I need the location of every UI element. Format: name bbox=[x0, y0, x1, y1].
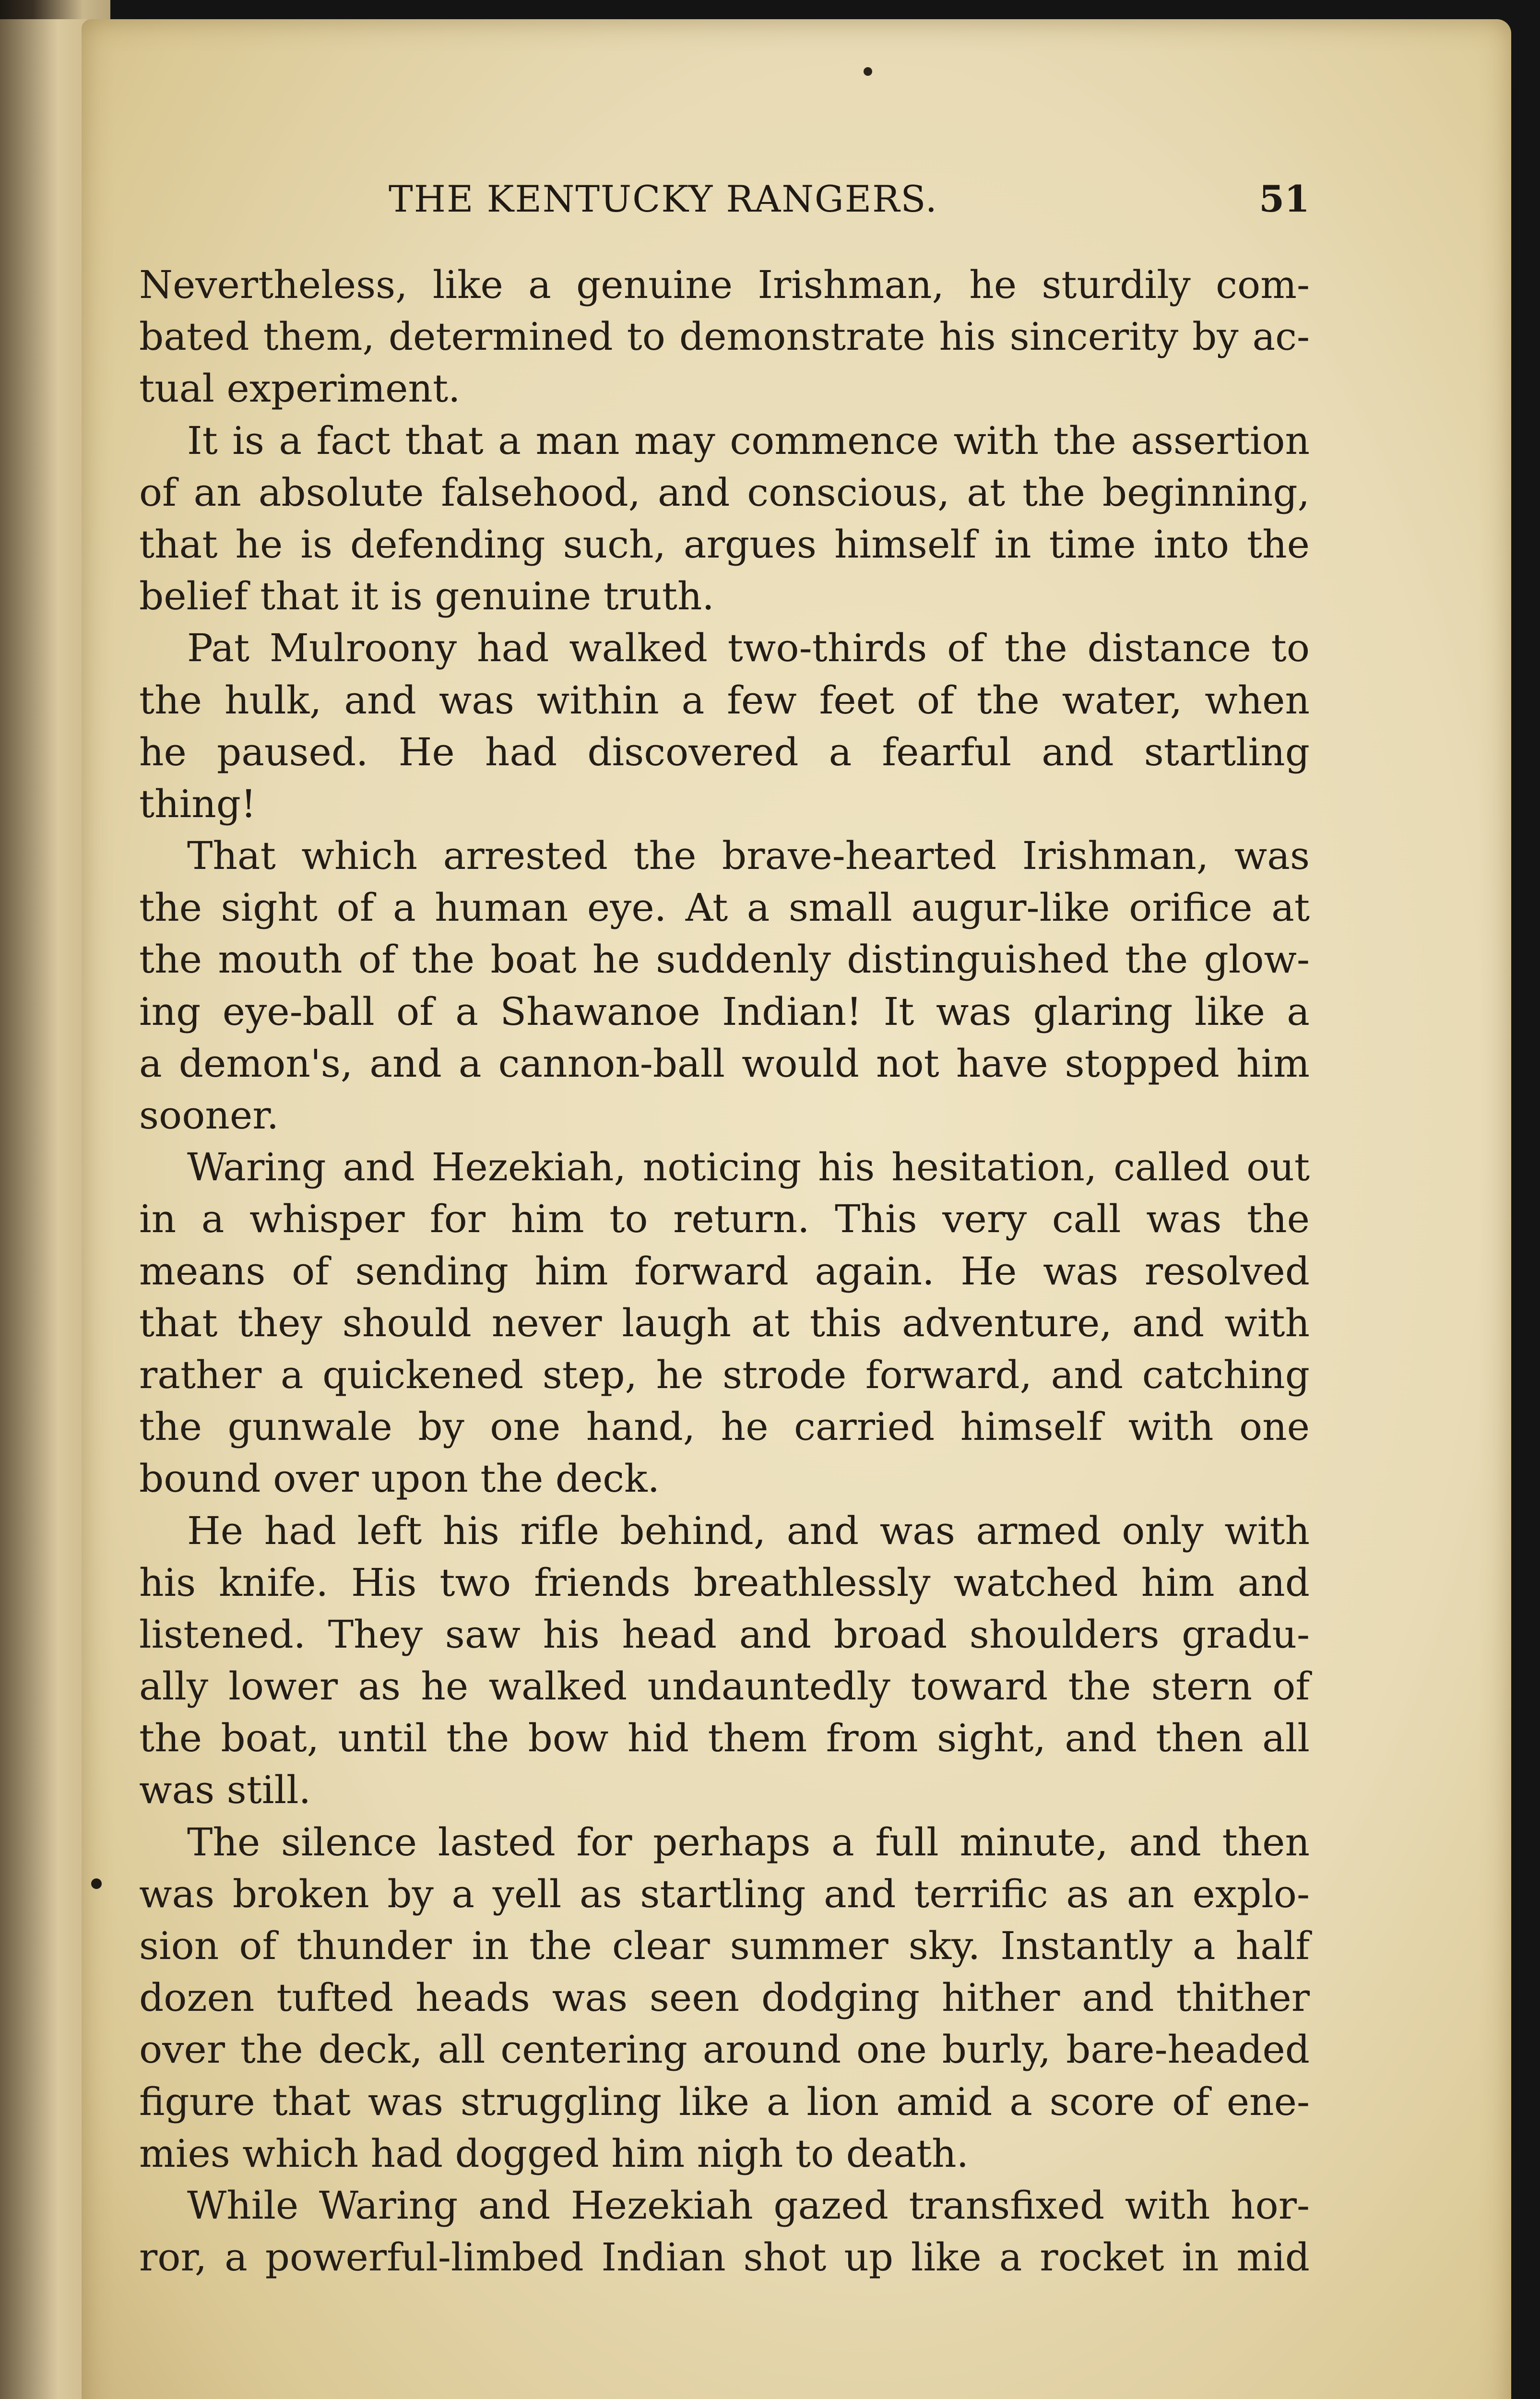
text-line: that he is defending such, argues himself in time into the bbox=[139, 522, 1310, 567]
margin-bullet bbox=[91, 1878, 102, 1889]
text-line: rather a quickened step, he strode forward, and catching bbox=[139, 1352, 1310, 1397]
text-line: It is a fact that a man may commence with the assertion bbox=[187, 418, 1310, 463]
text-line: he paused. He had discovered a fearful and startling bbox=[139, 729, 1310, 774]
text-line: was still. bbox=[139, 1768, 311, 1813]
text-line: thing! bbox=[139, 781, 257, 826]
text-line: While Waring and Hezekiah gazed transfixed with hor- bbox=[187, 2183, 1310, 2228]
text-line: sooner. bbox=[139, 1093, 279, 1138]
text-line: The silence lasted for perhaps a full minute, and then bbox=[187, 1819, 1310, 1865]
text-line: Nevertheless, like a genuine Irishman, he sturdily com- bbox=[139, 262, 1310, 307]
page-number: 51 bbox=[1259, 178, 1310, 220]
text-line: ally lower as he walked undauntedly toward the stern of bbox=[139, 1664, 1310, 1709]
text-line: over the deck, all centering around one burly, bare-headed bbox=[139, 2027, 1310, 2072]
text-line: the sight of a human eye. At a small augur-like orifice at bbox=[139, 885, 1310, 930]
text-line: a demon's, and a cannon-ball would not have stopped him bbox=[139, 1041, 1310, 1086]
text-line: figure that was struggling like a lion amid a score of ene- bbox=[139, 2079, 1310, 2124]
text-line: mies which had dogged him nigh to death. bbox=[139, 2131, 969, 2176]
running-title: THE KENTUCKY RANGERS. bbox=[389, 178, 938, 220]
body-text bbox=[139, 259, 1310, 2283]
text-line: in a whisper for him to return. This very call was the bbox=[139, 1197, 1310, 1242]
text-line: the hulk, and was within a few feet of the water, when bbox=[139, 677, 1310, 723]
text-line: the gunwale by one hand, he carried himself with one bbox=[139, 1404, 1310, 1449]
text-line: Pat Mulroony had walked two-thirds of the distance to bbox=[187, 626, 1310, 671]
text-line: Waring and Hezekiah, noticing his hesitation, called out bbox=[187, 1145, 1310, 1190]
text-line: dozen tufted heads was seen dodging hither and thither bbox=[139, 1975, 1310, 2020]
text-line: the mouth of the boat he suddenly distinguished the glow- bbox=[139, 937, 1310, 982]
text-line: ror, a powerful-limbed Indian shot up like a rocket in mid bbox=[139, 2235, 1310, 2280]
text-line: was broken by a yell as startling and terrific as an explo- bbox=[139, 1871, 1310, 1916]
text-line: that they should never laugh at this adventure, and with bbox=[139, 1300, 1310, 1345]
text-line: means of sending him forward again. He was resolved bbox=[139, 1248, 1310, 1294]
text-line: listened. They saw his head and broad shoulders gradu- bbox=[139, 1612, 1310, 1657]
text-line: bound over upon the deck. bbox=[139, 1456, 660, 1501]
text-line: tual experiment. bbox=[139, 366, 461, 411]
text-line: bated them, determined to demonstrate his sincerity by ac- bbox=[139, 314, 1310, 359]
text-line: belief that it is genuine truth. bbox=[139, 574, 714, 619]
text-line: He had left his rifle behind, and was armed only with bbox=[187, 1508, 1310, 1553]
running-head bbox=[312, 178, 1439, 230]
text-line: sion of thunder in the clear summer sky. Instantly a half bbox=[139, 1924, 1310, 1968]
text-line: of an absolute falsehood, and conscious, at the beginning, bbox=[139, 470, 1310, 515]
ink-speck bbox=[864, 67, 872, 76]
text-line: the boat, until the bow hid them from sight, and then all bbox=[139, 1716, 1310, 1761]
text-line: ing eye-ball of a Shawanoe Indian! It was glaring like a bbox=[139, 989, 1310, 1034]
text-line: his knife. His two friends breathlessly watched him and bbox=[139, 1560, 1310, 1605]
text-line: That which arrested the brave-hearted Irishman, was bbox=[187, 833, 1310, 879]
